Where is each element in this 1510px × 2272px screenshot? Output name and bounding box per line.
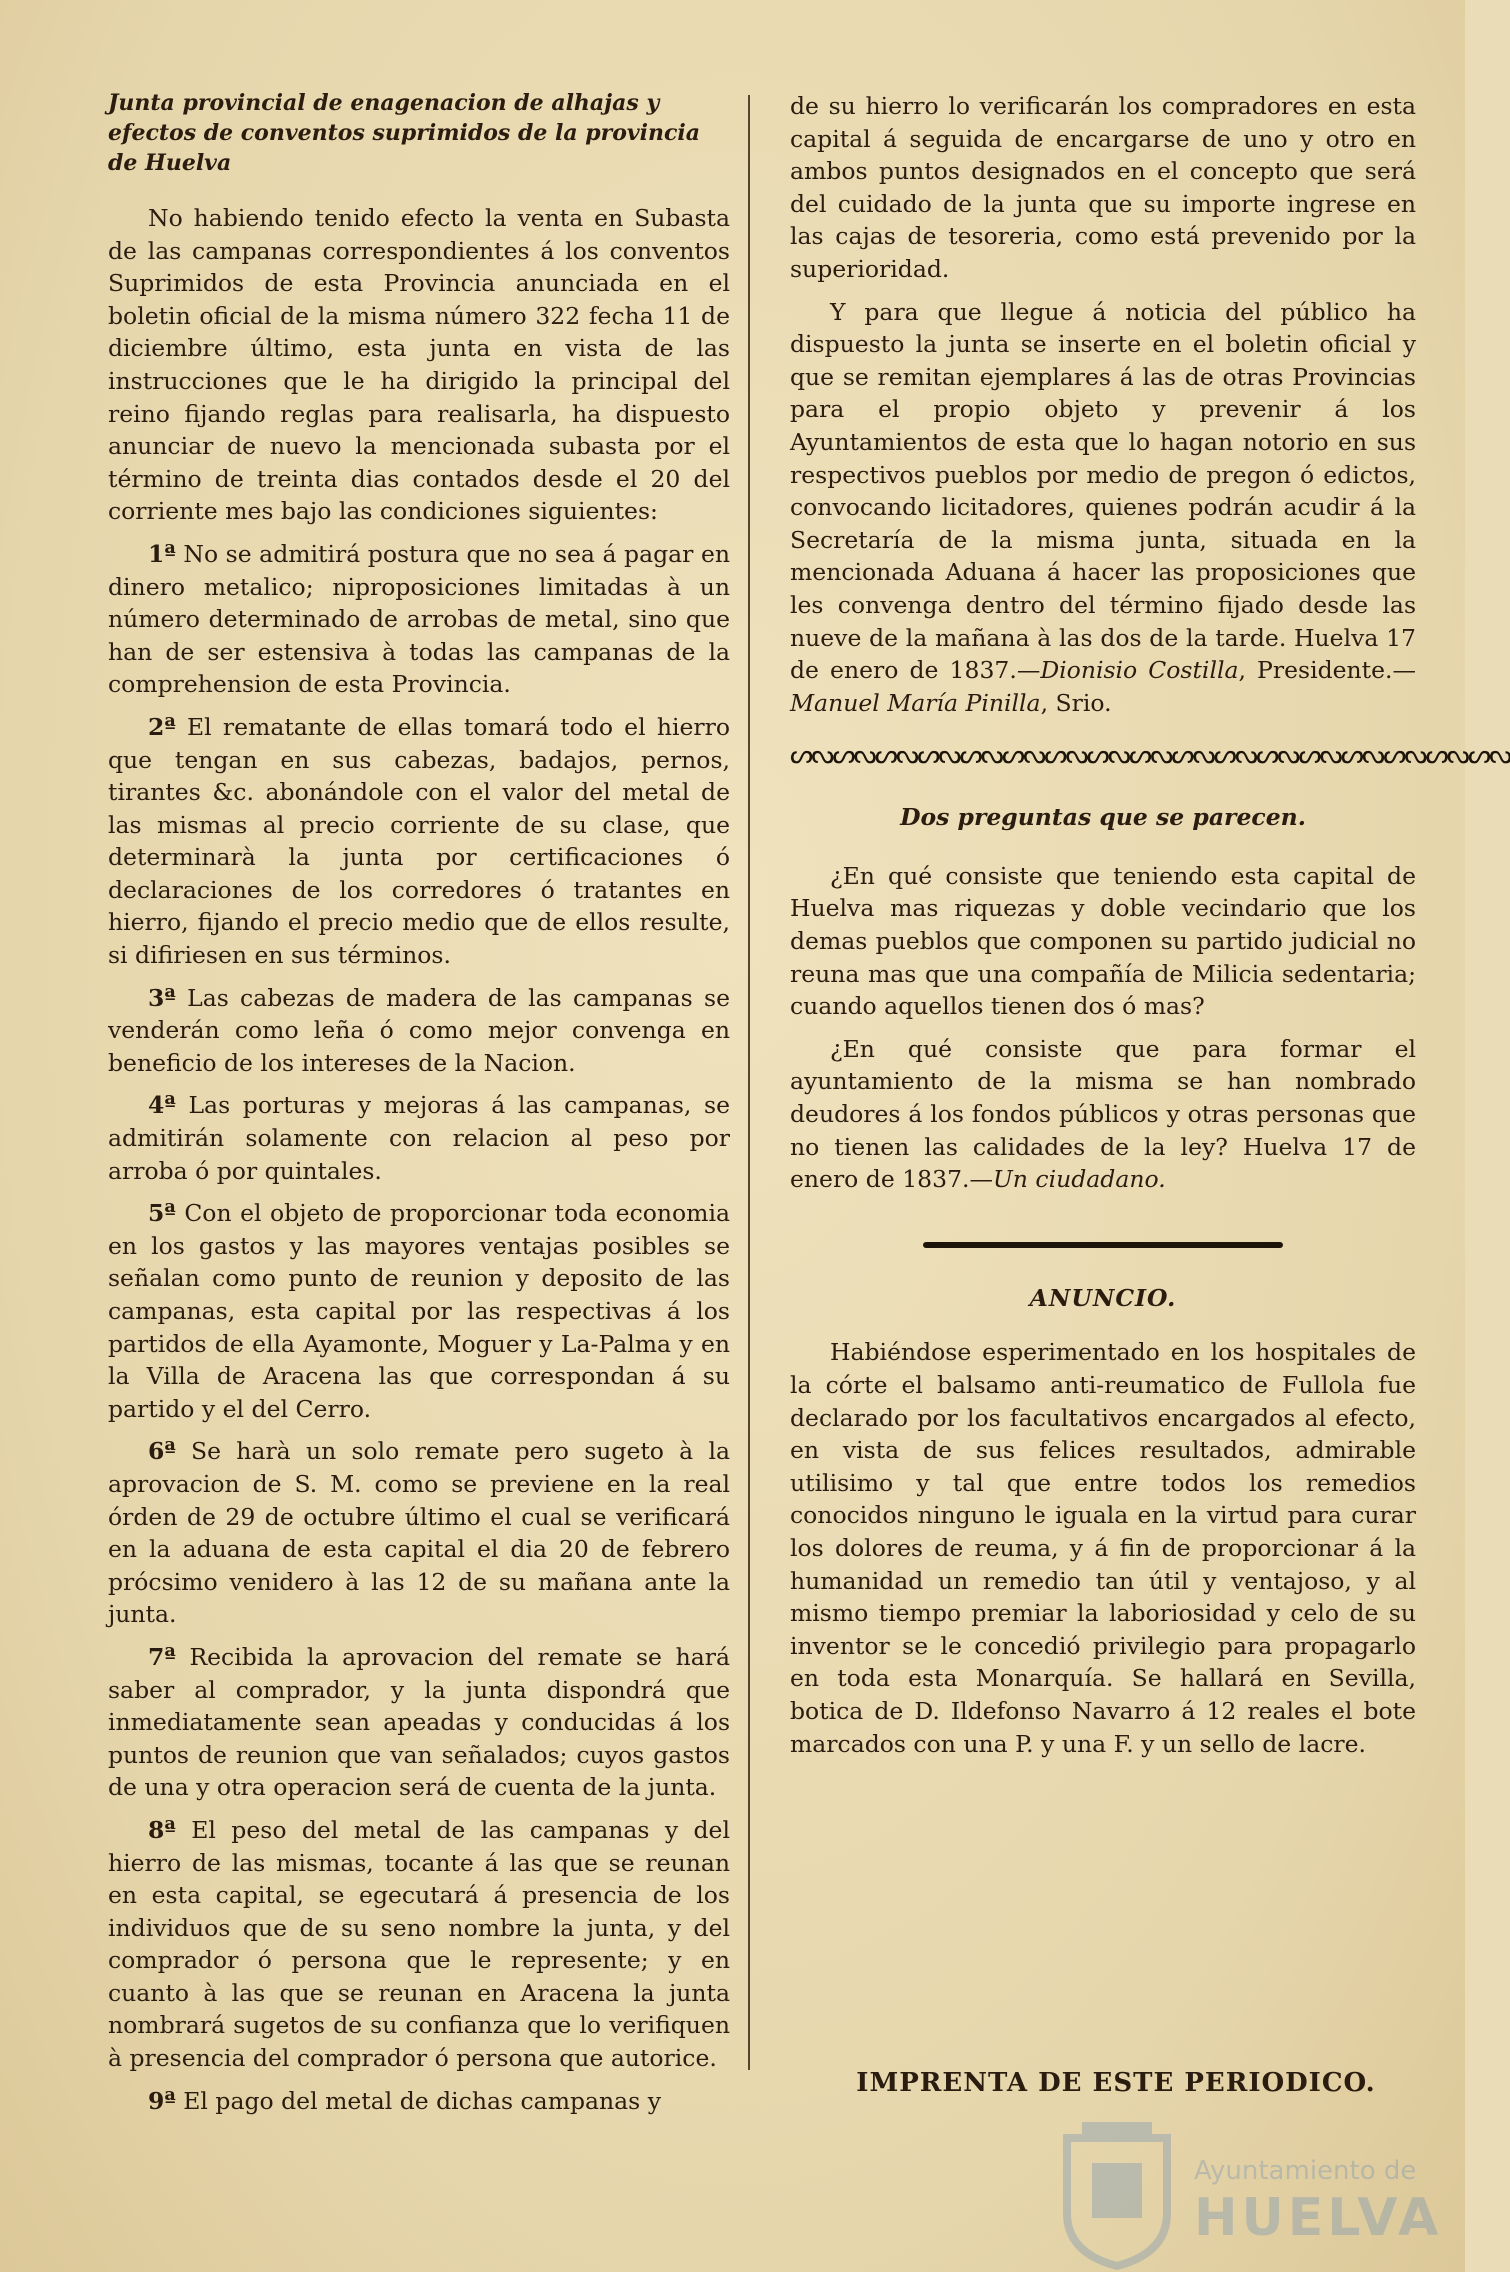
- watermark-line2: HUELVA: [1194, 2188, 1443, 2248]
- anuncio-text: Habiéndose esperimentado en los hospitales de la córte el balsamo anti-reumatico de Fullola fue declarado por los facultativos encargados al efecto, en vista de sus felices resultados, admirable utilisimo y tal que entre todos los remedios conocidos ninguno le iguala en la virtud para curar los dolores de reuma, y á fin de proporcionar á la humanidad un remedio tan útil y ventajoso, y al mismo tiempo premiar la laboriosidad y celo de su inventor se le concedió privilegio para propagarlo en toda esta Monarquía. Se hallará en Sevilla, botica de D. Ildefonso Navarro á 12 reales el bote marcados con una P. y una F. y un sello de lacre.: [790, 1338, 1416, 1758]
- right-column: [790, 90, 1510, 1770]
- condition-item: [108, 1641, 730, 1804]
- left-column: [108, 88, 730, 2127]
- anuncio-title: ANUNCIO.: [1029, 1283, 1177, 1312]
- section-rule: [923, 1242, 1283, 1248]
- condition-number: 4ª: [148, 1091, 176, 1120]
- condition-number: 3ª: [148, 983, 176, 1012]
- coat-of-arms-icon: [1052, 2118, 1182, 2268]
- question-two-text: ¿En qué consiste que para formar el ayuntamiento de la misma se han nombrado deudores á los fondos públicos y otras personas que no tienen las calidades de la ley? Huelva 17 de enero de 1837.: [790, 1034, 1416, 1194]
- condition-text: El peso del metal de las campanas y del hierro de las mismas, tocante á las que se reunan en esta capital, se egecutará á presencia de los individuos que de su seno nombre la junta, y del comprador ó persona que le represente; y en cuanto à las que se reunan en Aracena la junta nombrará sugetos de su confianza que lo verifiquen à presencia del comprador ó persona que autorice.: [108, 1815, 730, 2073]
- condition-text: Las cabezas de madera de las campanas se venderán como leña ó como mejor convenga en beneficio de los intereses de la Nacion.: [108, 983, 730, 1077]
- condition-text: El pago del metal de dichas campanas y: [183, 2086, 661, 2115]
- question-one: ¿En qué consiste que teniendo esta capital de Huelva mas riquezas y doble vecindario que los demas pueblos que componen su partido judicial no reuna mas que una compañía de Milicia sedentaria; cuando aquellos tienen dos ó mas?: [790, 861, 1416, 1021]
- intro-paragraph: No habiendo tenido efecto la venta en Subasta de las campanas correspondientes á los conventos Suprimidos de esta Provincia anunciada en el boletin oficial de la misma número 322 fecha 11 de diciembre último, esta junta en vista de las instrucciones que le ha dirigido la principal del reino fijando reglas para realisarla, ha dispuesto anunciar de nuevo la mencionada subasta por el término de treinta dias contados desde el 20 del corriente mes bajo las condiciones siguientes:: [108, 204, 730, 526]
- closing-text: Y para que llegue á noticia del público ha dispuesto la junta se inserte en el boletin oficial y que se remitan ejemplares á las de otras Provincias para el propio objeto y prevenir á los Ayuntamientos de esta que lo hagan notorio en sus respectivos pueblos por medio de pregon ó edictos, convocando licitadores, quienes podrán acudir á la Secretaría de la misma junta, situada en la mencionada Aduana á hacer las proposiciones que les convenga dentro del término fijado desde las nueve de la mañana à las dos de la tarde. Huelva 17 de enero de 1837.: [790, 297, 1416, 685]
- condition-number: 6ª: [148, 1437, 176, 1466]
- column-divider: [748, 95, 750, 2070]
- ornamental-border: ᔕᔓᔕᔓᔕᔓᔕᔓᔕᔓᔕᔓᔕᔓᔕᔓᔕᔓᔕᔓᔕᔓᔕᔓᔕᔓᔕᔓᔕᔓᔕᔓᔕᔓ: [790, 740, 1510, 771]
- condition-text: Recibida la aprovacion del remate se hará saber al comprador, y la junta dispondrá que inmediatamente sean apeadas y conducidas á los puntos de reunion que van señalados; cuyos gastos de una y otra operacion será de cuenta de la junta.: [108, 1642, 730, 1802]
- closing-paragraph: Y para que llegue á noticia del público ha dispuesto la junta se inserte en el boletin oficial y que se remitan ejemplares á las de otras Provincias para el propio objeto y prevenir á los Ayuntamientos de esta que lo hagan notorio en sus respectivos pueblos por medio de pregon ó edictos, convocando licitadores, quienes podrán acudir á la Secretaría de la misma junta, situada en la mencionada Aduana á hacer las proposiciones que les convenga dentro del término fijado desde las nueve de la mañana à las dos de la tarde. Huelva 17 de enero de 1837.—Dionisio Costilla, Presidente.—Manuel María Pinilla, Srio.: [790, 297, 1416, 717]
- condition-number: 1ª: [148, 539, 176, 568]
- printer-footer: IMPRENTA DE ESTE PERIODICO.: [856, 2068, 1376, 2098]
- condition-item: [108, 982, 730, 1080]
- archive-watermark: [1052, 2118, 1443, 2268]
- condition-text: Las porturas y mejoras á las campanas, se admitirán solamente con relacion al peso por arroba ó por quintales.: [108, 1091, 730, 1185]
- condition-item: [108, 1089, 730, 1187]
- signature-president: Dionisio Costilla: [1040, 656, 1239, 685]
- condition-number: 7ª: [148, 1642, 176, 1671]
- junta-heading: Junta provincial de enagenacion de alhajas y efectos de conventos suprimidos de la provincia de Huelva: [108, 90, 701, 176]
- role-secretary: , Srio.: [1040, 688, 1112, 717]
- condition-item: [108, 711, 730, 972]
- condition-item: [108, 538, 730, 701]
- condition-text: El rematante de ellas tomará todo el hierro que tengan en sus cabezas, badajos, pernos, tirantes &c. abonándole con el valor del metal de las mismas al precio corriente de su clase, que determinarà la junta por certificaciones ó declaraciones de los corredores ó tratantes en hierro, fijando el precio medio que de ellos resulte, si difiriesen en sus términos.: [108, 712, 730, 970]
- questions-title: Dos preguntas que se parecen.: [900, 803, 1306, 832]
- condition-text: Se harà un solo remate pero sugeto à la aprovacion de S. M. como se previene en la real órden de 29 de octubre último el cual se verificará en la aduana de esta capital el dia 20 de febrero prócsimo venidero à las 12 de su mañana ante la junta.: [108, 1437, 730, 1629]
- signature-secretary: Manuel María Pinilla: [790, 688, 1041, 717]
- condition-item: [108, 2085, 730, 2118]
- continuation-paragraph: de su hierro lo verificarán los compradores en esta capital á seguida de encargarse de uno y otro en ambos puntos designados en el concepto que será del cuidado de la junta que su importe ingrese en las cajas de tesoreria, como está prevenido por la superioridad.: [790, 92, 1416, 283]
- condition-item: [108, 1197, 730, 1425]
- condition-number: 2ª: [148, 712, 176, 741]
- role-president: , Presidente.: [1238, 656, 1393, 685]
- condition-number: 9ª: [148, 2086, 176, 2115]
- condition-item: [108, 1435, 730, 1631]
- condition-number: 8ª: [148, 1815, 176, 1844]
- condition-text: Con el objeto de proporcionar toda economia en los gastos y las mayores ventajas posibles se señalan como punto de reunion y deposito de las campanas, esta capital por las respectivas á los partidos de ella Ayamonte, Moguer y La-Palma y en la Villa de Aracena las que correspondan á su partido y el del Cerro.: [108, 1199, 730, 1423]
- condition-text: No se admitirá postura que no sea á pagar en dinero metalico; niproposiciones limitadas à un número determinado de arrobas de metal, sino que han de ser estensiva à todas las campanas de la comprehension de esta Provincia.: [108, 539, 730, 699]
- condition-number: 5ª: [148, 1199, 176, 1228]
- question-signature: Un ciudadano.: [993, 1165, 1166, 1194]
- watermark-line1: Ayuntamiento de: [1194, 2156, 1417, 2186]
- question-two: ¿En qué consiste que para formar el ayuntamiento de la misma se han nombrado deudores á los fondos públicos y otras personas que no tienen las calidades de la ley? Huelva 17 de enero de 1837.—Un ciudadano.: [790, 1034, 1416, 1194]
- condition-item: [108, 1814, 730, 2075]
- conditions-list: [108, 538, 730, 2117]
